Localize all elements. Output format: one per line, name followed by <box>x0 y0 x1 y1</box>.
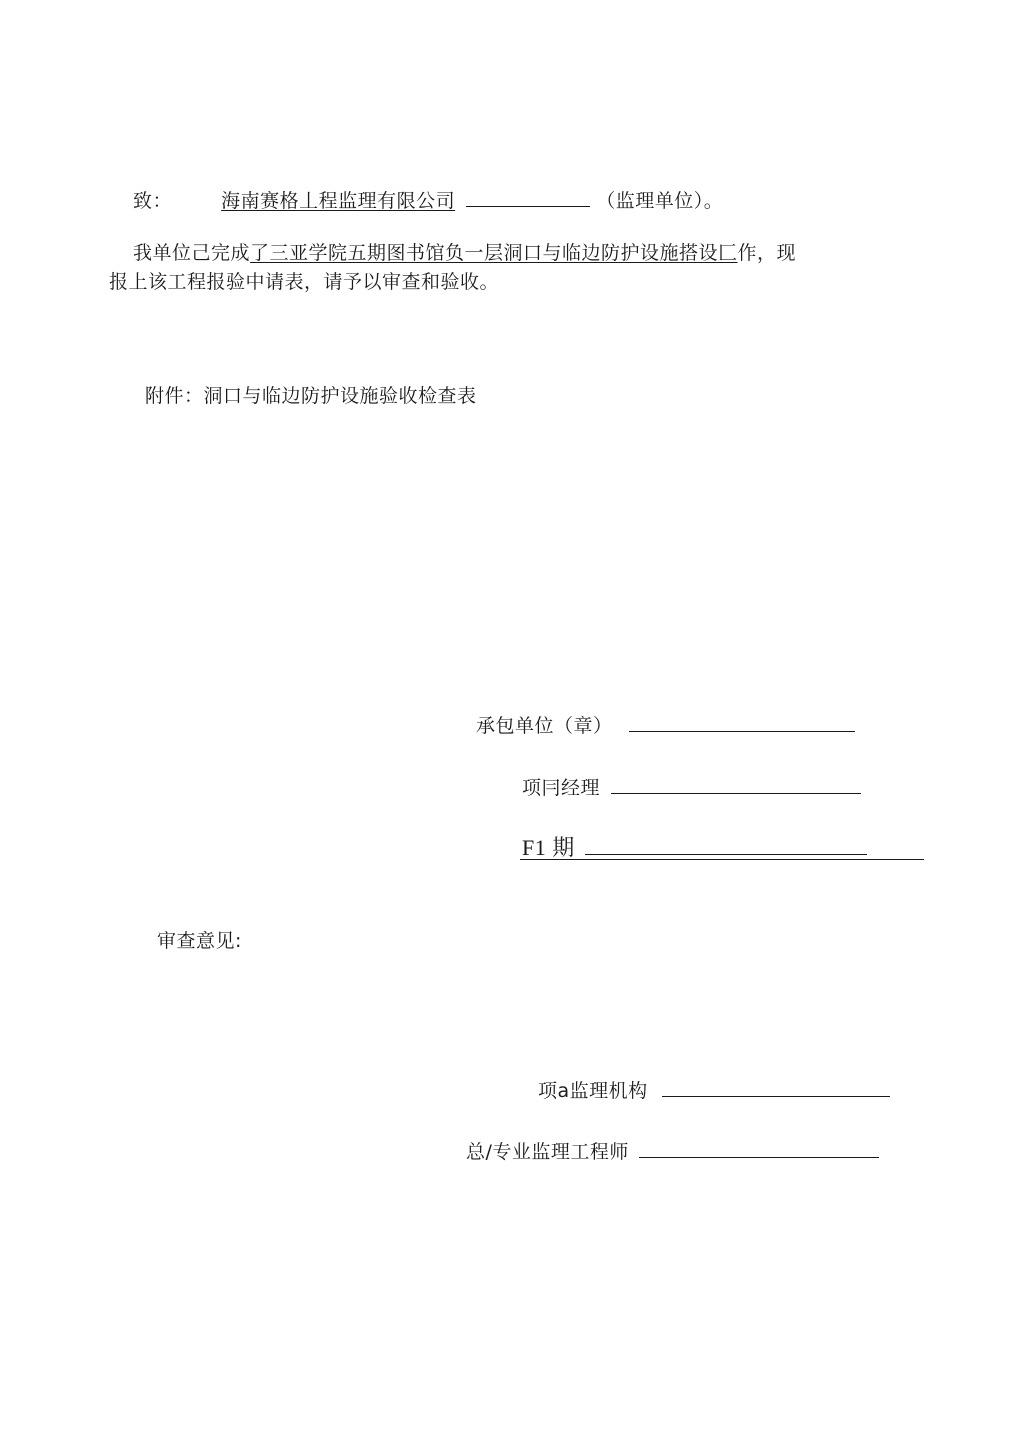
project-manager-label: 项冃经理 <box>522 777 601 799</box>
supervision-org-blank[interactable] <box>662 1078 890 1097</box>
supervision-unit-blank[interactable] <box>466 188 590 207</box>
engineer-blank[interactable] <box>639 1139 879 1158</box>
attachment-text: 附件：洞口与临边防护设施验收检查表 <box>145 385 477 407</box>
body-line-1-end: 作，现 <box>737 242 797 264</box>
date-blank[interactable] <box>585 836 867 855</box>
engineer-label: 总/专业监理工程师 <box>466 1141 629 1163</box>
body-line-1-start: 我单位己完成 <box>133 242 251 264</box>
project-manager-blank[interactable] <box>611 775 861 794</box>
addressee-suffix: （监理单位）。 <box>596 190 724 212</box>
attachment-line <box>145 381 477 408</box>
date-line <box>522 831 867 862</box>
review-opinion-line <box>157 926 242 953</box>
engineer-line <box>466 1137 879 1164</box>
work-description: 了三亚学院五期图书馆负一层洞口与临边防护设施搭设匚 <box>250 242 738 264</box>
contractor-unit-label: 承包单位（章） <box>476 715 613 737</box>
review-opinion-label: 审查意见: <box>157 930 242 952</box>
contractor-unit-blank[interactable] <box>629 713 855 732</box>
supervision-company: 海南赛格丄程监理有限公司 <box>221 190 456 212</box>
body-line-1 <box>133 238 796 265</box>
date-underline <box>520 859 924 860</box>
date-label: F1 期 <box>522 835 575 860</box>
supervision-org-label: 项a监理机构 <box>538 1080 648 1102</box>
body-line-2 <box>109 267 499 294</box>
contractor-unit-line <box>476 711 855 738</box>
addressee-prefix: 致： <box>133 190 173 212</box>
supervision-org-line <box>538 1076 890 1103</box>
project-manager-line <box>522 773 861 800</box>
addressee-line <box>133 186 723 213</box>
body-line-2-text: 报上该工程报验中请表，请予以审查和验收。 <box>109 271 500 293</box>
